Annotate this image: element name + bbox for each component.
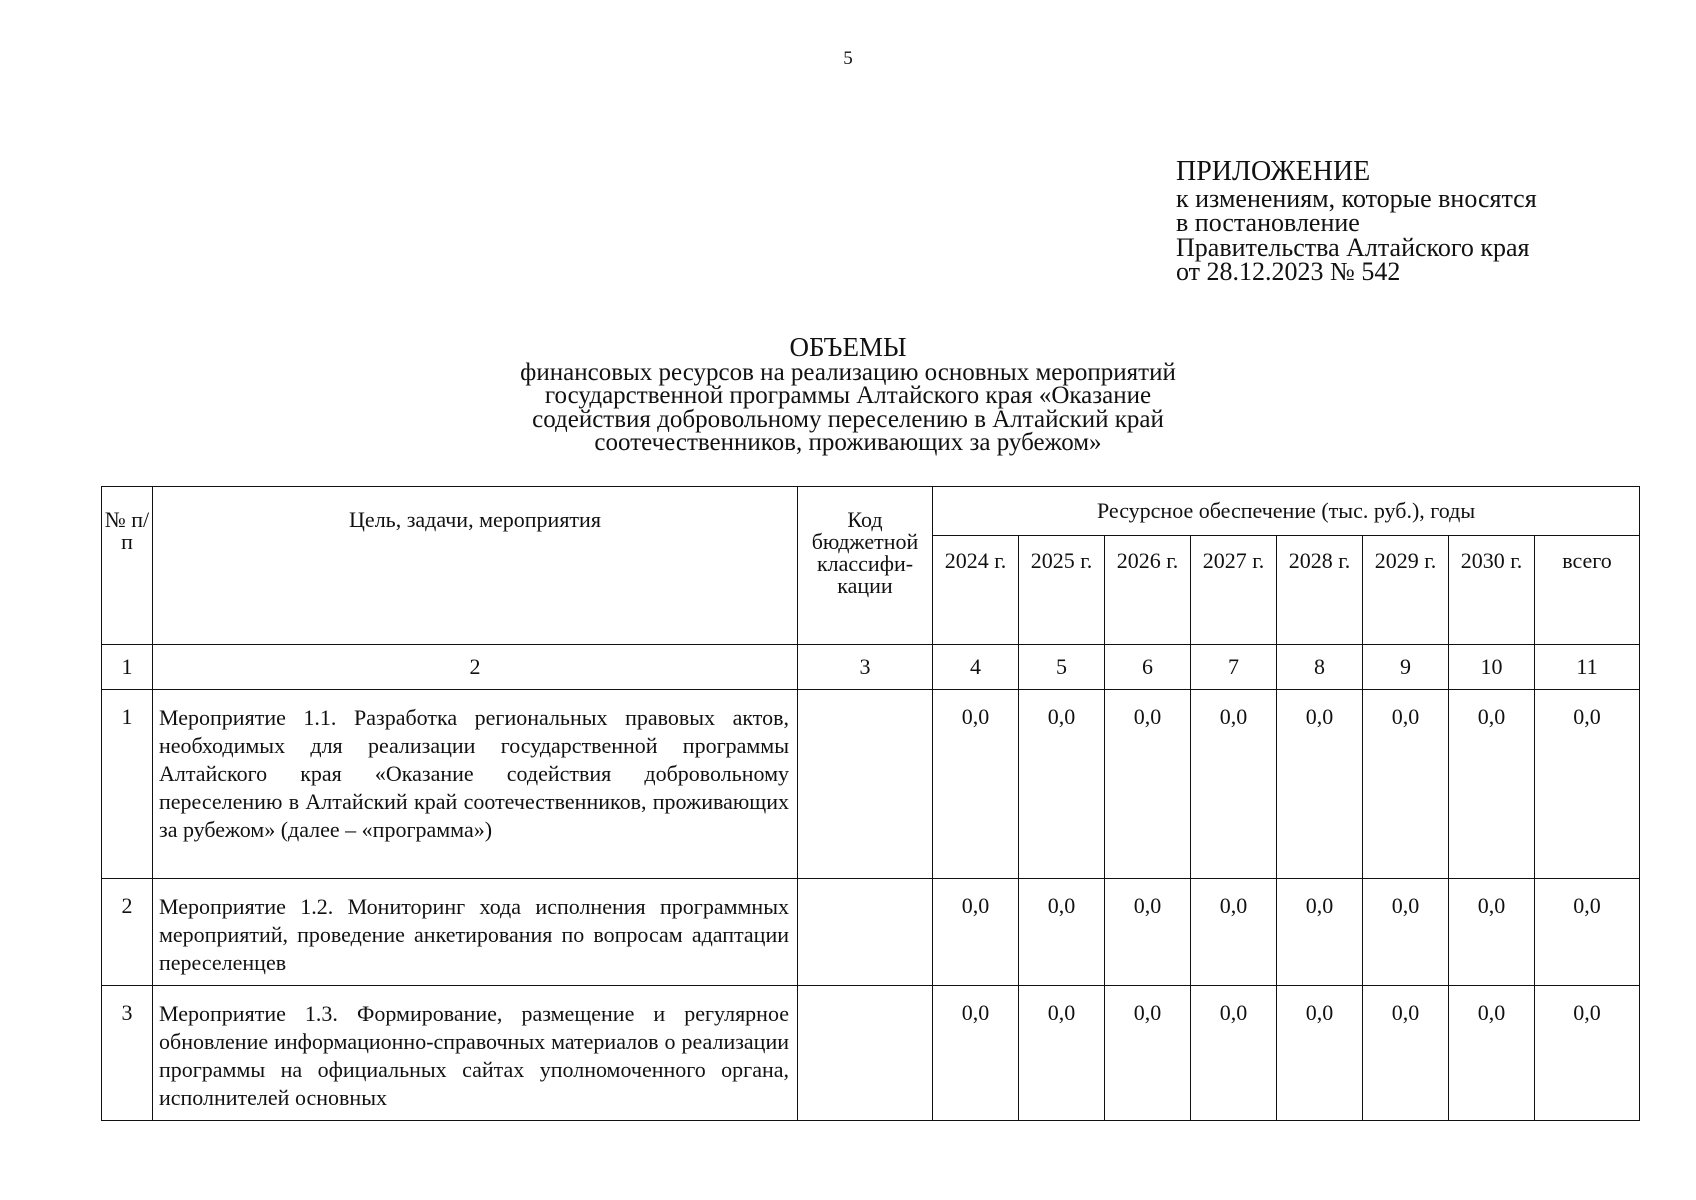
column-number: 8 [1277,645,1363,690]
header-year: 2026 г. [1105,536,1191,645]
appendix-heading: ПРИЛОЖЕНИЕ [1176,156,1371,187]
row-value: 0,0 [1019,879,1105,986]
column-number: 9 [1363,645,1449,690]
title-line: финансовых ресурсов на реализацию основных мероприятий [520,358,1176,386]
column-number: 1 [102,645,153,690]
appendix-line: Правительства Алтайского края [1176,232,1530,262]
page-number: 5 [843,48,853,69]
row-total: 0,0 [1535,986,1640,1121]
header-resources: Ресурсное обеспечение (тыс. руб.), годы [933,487,1640,536]
column-number: 4 [933,645,1019,690]
row-value: 0,0 [1449,690,1535,879]
resources-table [101,486,1640,1121]
row-value: 0,0 [1363,879,1449,986]
appendix-line: к изменениям, которые вносятся [1176,183,1537,213]
column-number: 11 [1535,645,1640,690]
row-value: 0,0 [1191,986,1277,1121]
row-total: 0,0 [1535,879,1640,986]
header-year: 2025 г. [1019,536,1105,645]
column-number-row [102,645,1640,690]
row-budget-code [798,690,933,879]
table-row [102,879,1640,986]
row-value: 0,0 [1019,986,1105,1121]
appendix-line: от 28.12.2023 № 542 [1176,257,1401,286]
row-activity-text: Мероприятие 1.2. Мониторинг хода исполнения программных мероприятий, проведение анкетирования по вопросам адаптации переселенцев [153,879,798,986]
header-total: всего [1535,536,1640,645]
title-main: ОБЪЕМЫ [789,332,907,362]
row-activity-text: Мероприятие 1.3. Формирование, размещение и регулярное обновление информационно-справочных материалов о реализации программы на официальных сайтах уполномоченного органа, исполнителей основных [153,986,798,1121]
row-value: 0,0 [1363,690,1449,879]
row-value: 0,0 [1105,690,1191,879]
row-value: 0,0 [933,879,1019,986]
header-year: 2024 г. [933,536,1019,645]
row-number: 2 [102,879,153,986]
row-number: 3 [102,986,153,1121]
row-total: 0,0 [1535,690,1640,879]
row-value: 0,0 [1449,986,1535,1121]
table-row [102,690,1640,879]
column-number: 10 [1449,645,1535,690]
row-value: 0,0 [1363,986,1449,1121]
title-line: государственной программы Алтайского края «Оказание [544,382,1152,409]
header-code: Код бюджетной классифи-кации [798,487,933,645]
title-line: содействия добровольному переселению в Алтайский край [532,405,1164,433]
row-value: 0,0 [1277,986,1363,1121]
column-number: 7 [1191,645,1277,690]
row-value: 0,0 [1277,879,1363,986]
header-year: 2030 г. [1449,536,1535,645]
row-value: 0,0 [1105,879,1191,986]
row-budget-code [798,986,933,1121]
row-budget-code [798,879,933,986]
row-value: 0,0 [1449,879,1535,986]
title-line: соотечественников, проживающих за рубежом» [594,429,1102,456]
header-num: № п/п [102,487,153,645]
appendix-block [1176,156,1537,286]
row-value: 0,0 [1191,879,1277,986]
column-number: 6 [1105,645,1191,690]
column-number: 2 [153,645,798,690]
row-value: 0,0 [1105,986,1191,1121]
row-number: 1 [102,690,153,879]
row-activity-text: Мероприятие 1.1. Разработка региональных правовых актов, необходимых для реализации государственной программы Алтайского края «Оказание содействия добровольному переселению в Алтайский край соотечественников, проживающих за рубежом» (далее – «программа») [153,690,798,879]
header-goal: Цель, задачи, мероприятия [153,487,798,645]
row-value: 0,0 [1277,690,1363,879]
row-value: 0,0 [933,690,1019,879]
header-year: 2029 г. [1363,536,1449,645]
document-title [300,332,1396,456]
header-year: 2027 г. [1191,536,1277,645]
header-year: 2028 г. [1277,536,1363,645]
table-row [102,986,1640,1121]
column-number: 5 [1019,645,1105,690]
column-number: 3 [798,645,933,690]
row-value: 0,0 [1191,690,1277,879]
appendix-line: в постановление [1176,208,1360,237]
row-value: 0,0 [1019,690,1105,879]
row-value: 0,0 [933,986,1019,1121]
